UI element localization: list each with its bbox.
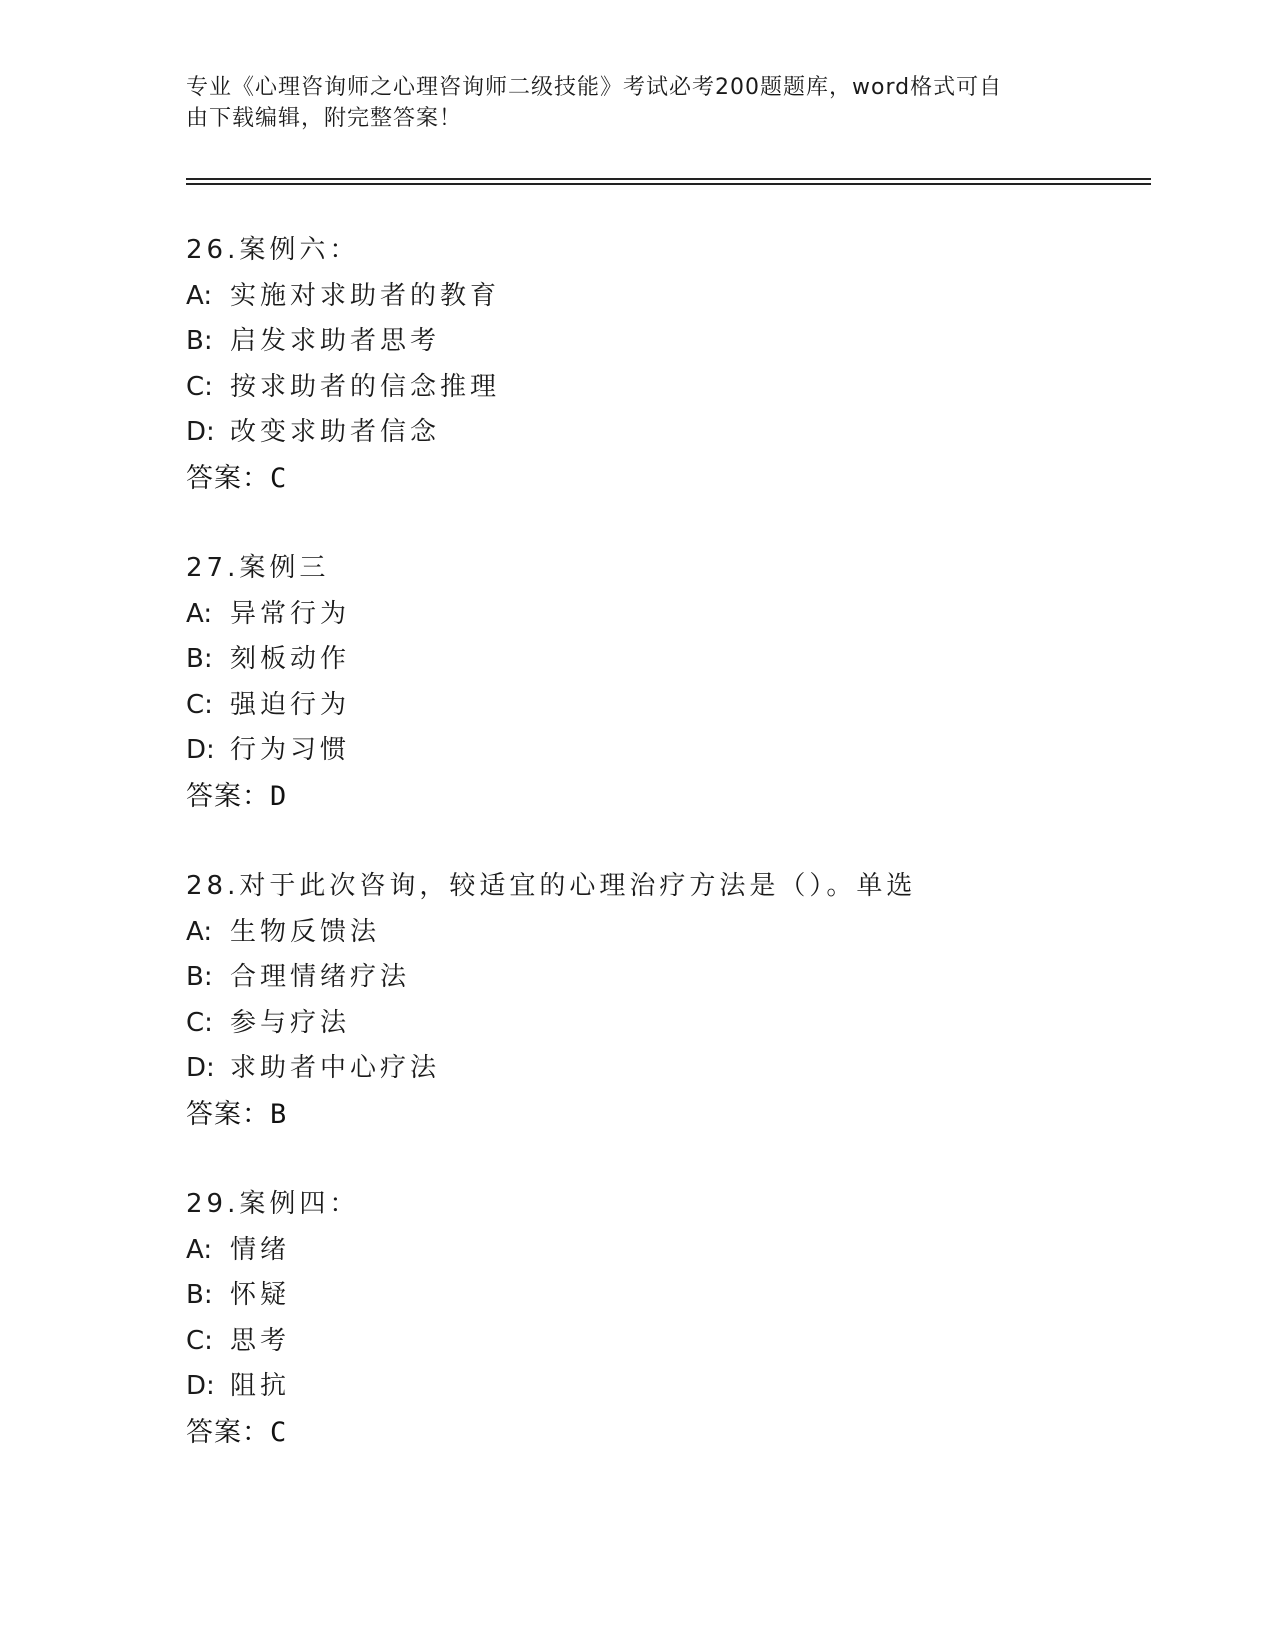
answer-line xyxy=(186,774,1126,820)
option-key: C: xyxy=(186,1325,213,1356)
option-text: 刻板动作 xyxy=(230,644,351,674)
question-stem: 26.案例六： xyxy=(186,235,360,265)
option-d xyxy=(186,1364,1126,1410)
option-key: D: xyxy=(186,417,215,447)
option-key: D: xyxy=(186,735,215,765)
option-key: C: xyxy=(186,689,213,720)
option-key: B: xyxy=(186,644,213,674)
option-text: 生物反馈法 xyxy=(230,916,381,947)
option-a xyxy=(186,910,1126,956)
option-key: D: xyxy=(186,1371,215,1401)
option-text: 怀疑 xyxy=(230,1280,291,1310)
option-text: 改变求助者信念 xyxy=(230,417,441,447)
option-b xyxy=(186,955,1126,1001)
option-key: B: xyxy=(186,962,213,992)
option-a xyxy=(186,1228,1126,1274)
question-stem: 28.对于此次咨询，较适宜的心理治疗方法是（）。单选 xyxy=(186,871,917,901)
document-header xyxy=(186,72,1066,134)
option-key: A: xyxy=(186,1234,213,1265)
option-d xyxy=(186,410,1126,456)
answer-value: B xyxy=(270,1098,287,1130)
question-stem: 29.案例四： xyxy=(186,1189,360,1219)
header-line-2: 由下载编辑，附完整答案！ xyxy=(186,106,463,131)
option-key: A: xyxy=(186,916,213,947)
answer-line xyxy=(186,1410,1126,1456)
option-key: A: xyxy=(186,598,213,629)
option-text: 实施对求助者的教育 xyxy=(230,280,501,311)
option-key: B: xyxy=(186,326,213,356)
option-text: 按求助者的信念推理 xyxy=(230,371,501,402)
question-stem: 27.案例三 xyxy=(186,553,330,583)
option-c xyxy=(186,365,1126,411)
option-d xyxy=(186,728,1126,774)
option-b xyxy=(186,1273,1126,1319)
option-a xyxy=(186,274,1126,320)
question-29 xyxy=(186,1182,1126,1455)
option-key: D: xyxy=(186,1053,215,1083)
question-28 xyxy=(186,864,1126,1137)
question-26 xyxy=(186,228,1126,501)
option-text: 强迫行为 xyxy=(230,689,351,720)
option-c xyxy=(186,683,1126,729)
question-27 xyxy=(186,546,1126,819)
option-c xyxy=(186,1001,1126,1047)
answer-label: 答案： xyxy=(186,1098,270,1130)
header-line-1: 专业《心理咨询师之心理咨询师二级技能》考试必考200题题库，word格式可自 xyxy=(186,75,1003,100)
option-c xyxy=(186,1319,1126,1365)
option-text: 异常行为 xyxy=(230,598,351,629)
option-text: 阻抗 xyxy=(230,1371,291,1401)
option-d xyxy=(186,1046,1126,1092)
answer-value: C xyxy=(270,462,287,494)
answer-label: 答案： xyxy=(186,1416,270,1448)
header-rule-bottom xyxy=(186,183,1151,185)
option-text: 求助者中心疗法 xyxy=(230,1053,441,1083)
answer-label: 答案： xyxy=(186,462,270,494)
answer-label: 答案： xyxy=(186,780,270,812)
answer-value: C xyxy=(270,1416,287,1448)
option-text: 行为习惯 xyxy=(230,735,351,765)
header-rule-top xyxy=(186,178,1151,180)
option-a xyxy=(186,592,1126,638)
option-text: 情绪 xyxy=(230,1234,291,1265)
option-key: A: xyxy=(186,280,213,311)
option-text: 思考 xyxy=(230,1325,291,1356)
answer-line xyxy=(186,456,1126,502)
option-key: C: xyxy=(186,1007,213,1038)
option-text: 启发求助者思考 xyxy=(230,326,441,356)
option-text: 合理情绪疗法 xyxy=(230,962,411,992)
option-text: 参与疗法 xyxy=(230,1007,351,1038)
answer-line xyxy=(186,1092,1126,1138)
option-key: B: xyxy=(186,1280,213,1310)
option-key: C: xyxy=(186,371,213,402)
option-b xyxy=(186,319,1126,365)
answer-value: D xyxy=(270,780,287,812)
option-b xyxy=(186,637,1126,683)
